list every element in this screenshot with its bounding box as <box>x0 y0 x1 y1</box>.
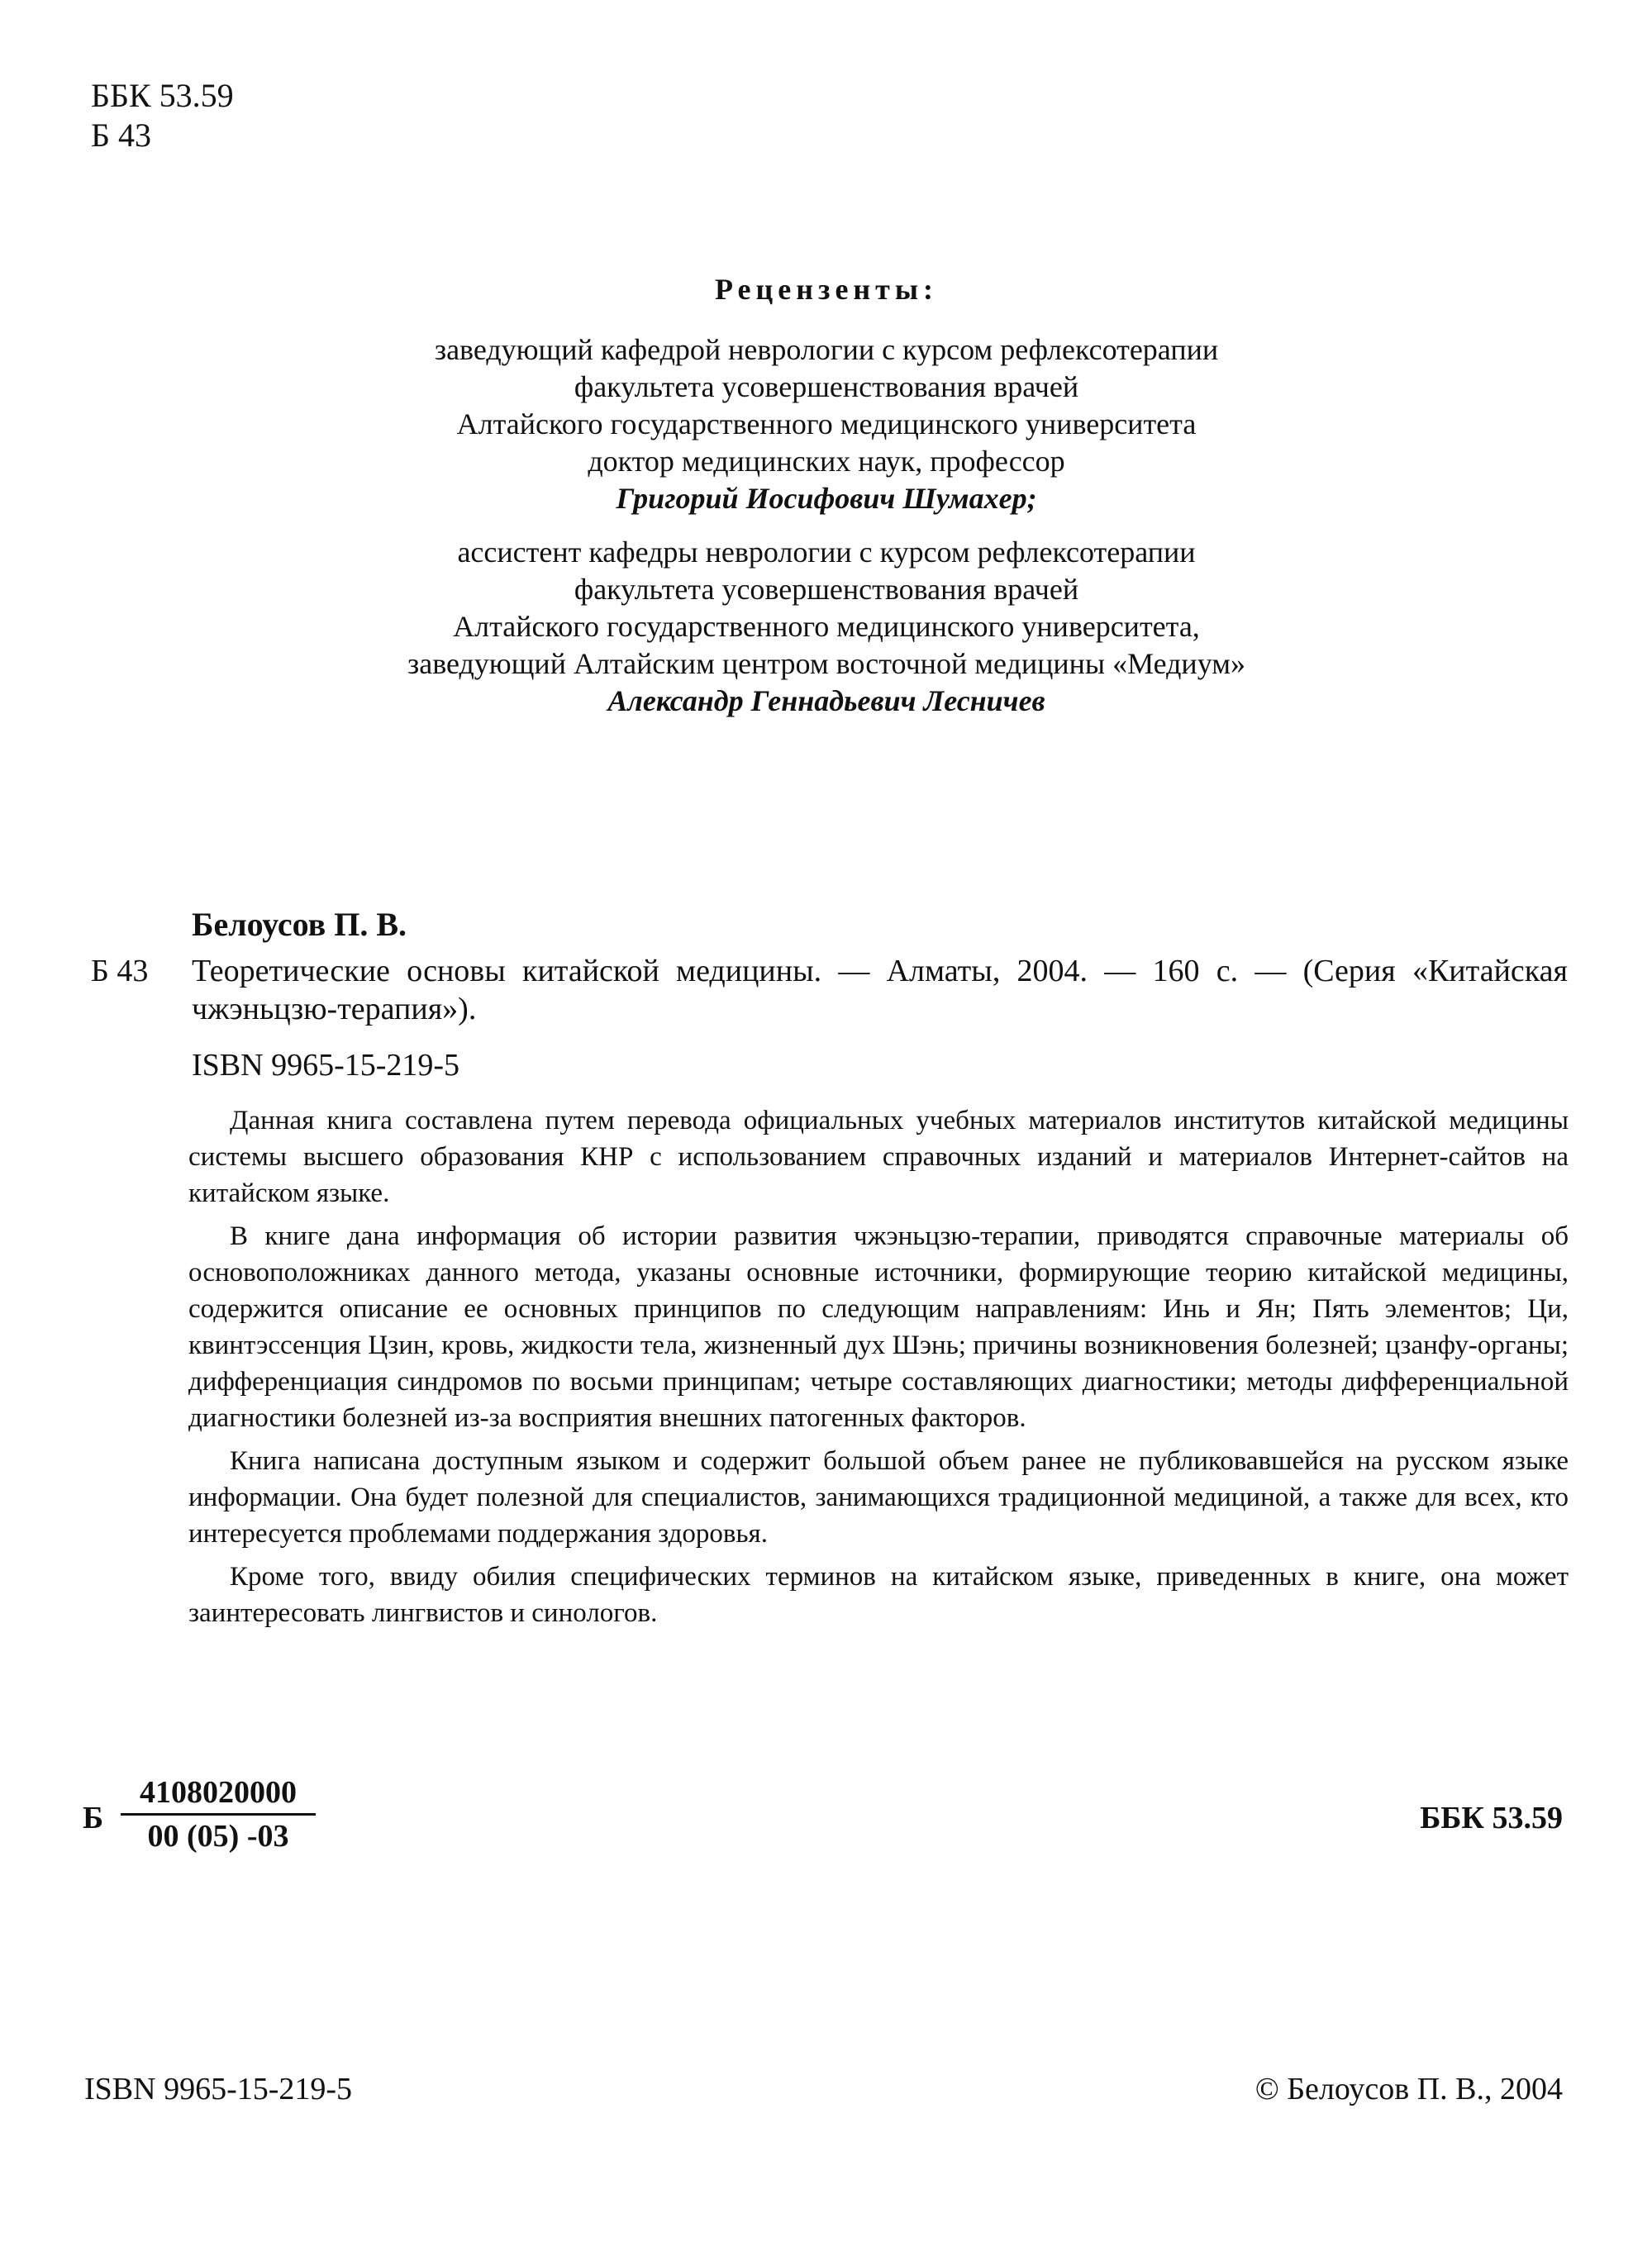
imprint-numerator: 4108020000 <box>140 1775 297 1810</box>
reviewers-title: Рецензенты: <box>715 273 938 306</box>
annotation-paragraph: Кроме того, ввиду обилия специфических терминов на китайском языке, приведенных в книге, она может заинтересовать лингвистов и синологов. <box>188 1562 1569 1628</box>
reviewer-first-line: заведующий кафедрой неврологии с курсом рефлексотерапии <box>434 333 1219 366</box>
annotation-paragraph: Книга написана доступным языком и содержит большой объем ранее не публиковавшейся на русском языке информации. Она будет полезной для специалистов, занимающихся традиционной медициной, а также для всех, кто интересуется проблемами поддержания здоровья. <box>188 1446 1569 1549</box>
reviewer-second-line: ассистент кафедры неврологии с курсом рефлексотерапии <box>457 536 1196 569</box>
reviewer-first <box>248 331 1405 517</box>
reviewer-second-line: заведующий Алтайским центром восточной медицины «Медиум» <box>407 647 1245 680</box>
catalog-code: Б 43 <box>91 954 149 988</box>
reviewer-first-line: факультета усовершенствования врачей <box>574 370 1079 403</box>
reviewer-second <box>248 534 1405 720</box>
imprint-denominator: 00 (05) -03 <box>147 1819 289 1854</box>
footer-copyright: © Белоусов П. В., 2004 <box>1254 2072 1563 2106</box>
catalog-isbn: ISBN 9965-15-219-5 <box>192 1048 460 1083</box>
bbk-code-top: ББК 53.59 <box>91 77 234 114</box>
catalog-description: Теоретические основы китайской медицины. — Алматы, 2004. — 160 с. — (Серия «Китайская чжэньцзю-терапия»). <box>192 954 1568 1026</box>
reviewer-first-name: Григорий Иосифович Шумахер; <box>616 482 1037 515</box>
top-codes <box>91 76 234 155</box>
annotation-paragraph: Данная книга составлена путем перевода официальных учебных материалов институтов китайской медицины системы высшего образования КНР с использованием справочных изданий и материалов Интернет-сайтов на китайском языке. <box>188 1106 1569 1208</box>
imprint-letter: Б <box>83 1801 104 1835</box>
bbk-code-bottom: ББК 53.59 <box>1420 1801 1563 1835</box>
reviewer-first-line: доктор медицинских наук, профессор <box>588 445 1065 478</box>
author-mark-top: Б 43 <box>91 117 151 154</box>
footer-isbn: ISBN 9965-15-219-5 <box>84 2072 353 2106</box>
imprint-fraction <box>121 1773 316 1855</box>
annotation-paragraph: В книге дана информация об истории развития чжэньцзю-терапии, приводятся справочные материалы об основоположниках данного метода, указаны основные источники, формирующие теорию китайской медицины, содержится описание ее основных принципов по следующим направлениям: Инь и Ян; Пять элементов; Ци, квинтэссенция Цзин, кровь, жидкости тела, жизненный дух Шэнь; причины возникновения болезней; цзанфу-органы; дифференциация синдромов по восьми принципам; четыре составляющих диагностики; методы дифференциальной диагностики болезней из-за восприятия внешних патогенных факторов. <box>188 1221 1569 1433</box>
reviewer-first-line: Алтайского государственного медицинского университета <box>456 407 1197 440</box>
reviewer-second-name: Александр Геннадьевич Лесничев <box>607 684 1045 717</box>
annotation <box>188 1102 1569 1638</box>
catalog-author: Белоусов П. В. <box>192 906 407 943</box>
reviewer-second-line: Алтайского государственного медицинского университета, <box>453 610 1200 643</box>
reviewer-second-line: факультета усовершенствования врачей <box>574 573 1079 606</box>
reviewers-section <box>248 271 1405 736</box>
